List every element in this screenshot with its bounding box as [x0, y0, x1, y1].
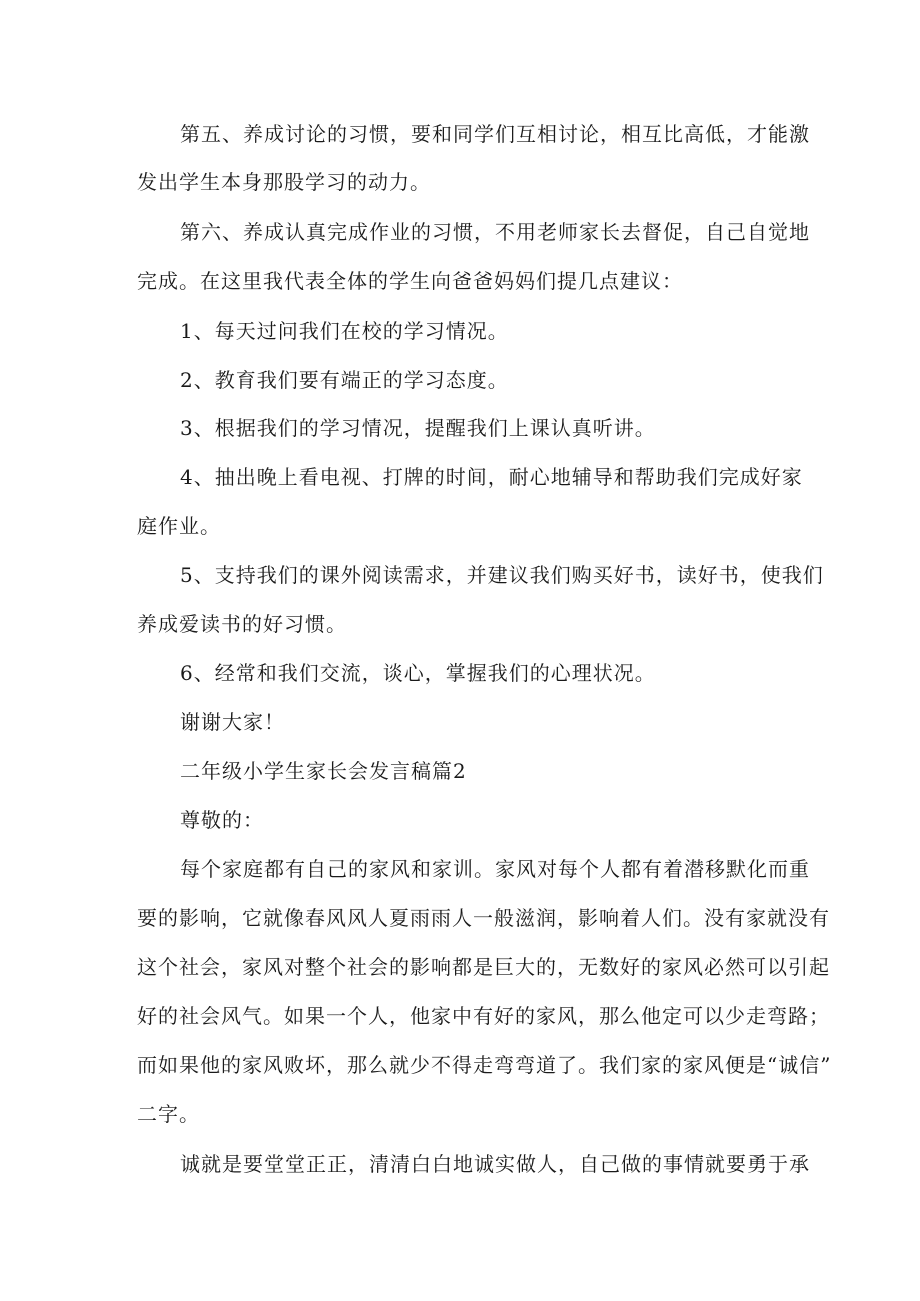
- list-item: 1、每天过问我们在校的学习情况。: [180, 319, 509, 343]
- text-line: 而如果他的家风败坏，那么就少不得走弯弯道了。我们家的家风便是“诚信”: [137, 1053, 832, 1077]
- text-line: 第六、养成认真完成作业的习惯，不用老师家长去督促，自己自觉地: [180, 220, 810, 244]
- list-item: 3、根据我们的学习情况，提醒我们上课认真听讲。: [180, 416, 656, 440]
- list-item: 6、经常和我们交流，谈心，掌握我们的心理状况。: [180, 661, 656, 685]
- text-line: 要的影响，它就像春风风人夏雨雨人一般滋润，影响着人们。没有家就没有: [137, 906, 830, 930]
- text-line: 二字。: [137, 1102, 200, 1126]
- text-line: 好的社会风气。如果一个人，他家中有好的家风，那么他定可以少走弯路；: [137, 1004, 830, 1028]
- list-item: 2、教育我们要有端正的学习态度。: [180, 368, 509, 392]
- text-line: 第五、养成讨论的习惯，要和同学们互相讨论，相互比高低，才能激: [180, 122, 810, 146]
- text-line: 这个社会，家风对整个社会的影响都是巨大的，无数好的家风必然可以引起: [137, 955, 830, 979]
- text-line: 发出学生本身那股学习的动力。: [137, 170, 431, 194]
- section-heading: 二年级小学生家长会发言稿篇2: [180, 759, 467, 783]
- text-line: 养成爱读书的好习惯。: [137, 612, 347, 636]
- list-item: 5、支持我们的课外阅读需求，并建议我们购买好书，读好书，使我们: [180, 563, 824, 587]
- text-line: 诚就是要堂堂正正，清清白白地诚实做人，自己做的事情就要勇于承: [180, 1152, 810, 1176]
- text-line: 完成。在这里我代表全体的学生向爸爸妈妈们提几点建议：: [137, 269, 683, 293]
- text-line: 庭作业。: [137, 514, 221, 538]
- salutation: 尊敬的：: [180, 808, 264, 832]
- list-item: 4、抽出晚上看电视、打牌的时间，耐心地辅导和帮助我们完成好家: [180, 465, 803, 489]
- closing-line: 谢谢大家！: [180, 710, 285, 734]
- text-line: 每个家庭都有自己的家风和家训。家风对每个人都有着潜移默化而重: [180, 857, 810, 881]
